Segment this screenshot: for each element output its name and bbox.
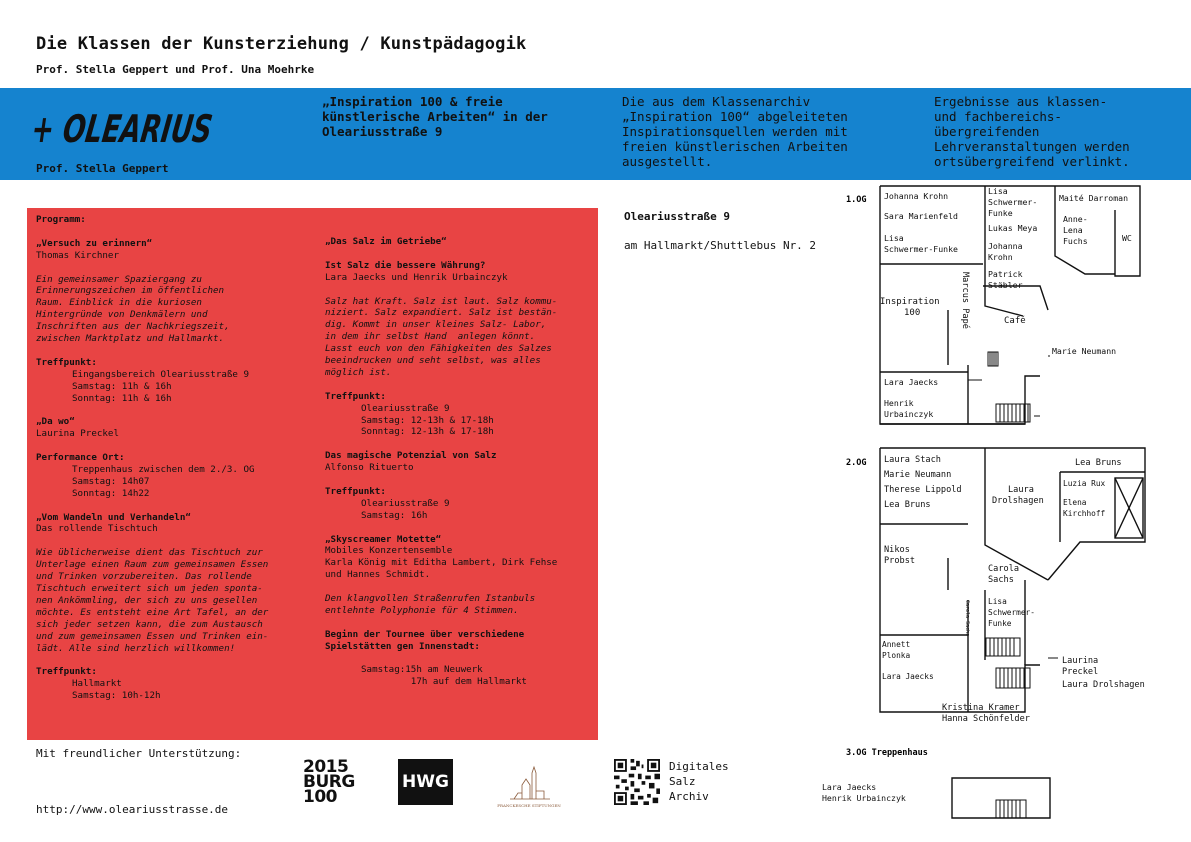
og2-name: Elena — [1063, 498, 1087, 507]
band-description-line: freien künstlerischen Arbeiten — [622, 139, 848, 154]
og2-name: Plonka — [882, 651, 911, 660]
og1-wc: WC — [1122, 233, 1132, 243]
program-spacer — [36, 345, 301, 357]
program-spacer — [36, 440, 301, 452]
program-column-left — [36, 214, 301, 702]
program-spacer — [325, 248, 587, 260]
band-results-line: ortsübergreifend verlinkt. — [934, 154, 1130, 169]
program-spacer — [36, 500, 301, 512]
og1-name: Marie Neumann — [1052, 346, 1117, 356]
program-spacer — [36, 535, 301, 547]
program-spacer — [325, 653, 587, 665]
program-line: Treffpunkt: — [325, 485, 386, 497]
og1-name: Marcus Papé — [960, 272, 970, 329]
band-results-line: Ergebnisse aus klassen- — [934, 94, 1108, 109]
og2-name: Luzia Rux — [1063, 479, 1106, 488]
og2-name: Laurina — [1062, 656, 1099, 666]
program-line: „Da wo“ — [36, 416, 75, 428]
program-line: Alfonso Rituerto — [325, 462, 414, 474]
program-line: Sonntag: 11h & 16h — [72, 392, 172, 404]
og1-room: 100 — [904, 308, 921, 318]
program-line: Treffpunkt: — [36, 356, 97, 368]
og1-name: Stäbler — [988, 280, 1023, 290]
floor-plans — [822, 180, 1190, 803]
program-line: möglich ist. — [325, 366, 392, 378]
og1-name: Schwermer- — [988, 197, 1038, 207]
program-line: Tischtuch erweitert sich um jeden sponta- — [36, 582, 263, 594]
support-label: Mit freundlicher Unterstützung: — [36, 747, 242, 760]
og1-name: Lukas Meya — [988, 223, 1038, 233]
og2-name: Annett — [882, 640, 911, 649]
burg-logo-line: 100 — [303, 787, 337, 807]
program-line: Karla König mit Editha Lambert, Dirk Fehse — [325, 557, 558, 569]
logo-text: + OLEARIUS — [28, 108, 294, 152]
og2-name: Laura Stach — [884, 455, 941, 465]
program-line: Erinnerungszeichen im öffentlichen — [36, 285, 225, 297]
program-line: und zum gemeinsamen Essen und Trinken ein- — [36, 630, 269, 642]
band-description-line: Inspirationsquellen werden mit — [622, 124, 848, 139]
band-description-line: ausgestellt. — [622, 154, 713, 169]
og1-room: Café — [1004, 316, 1026, 326]
program-spacer — [325, 379, 587, 391]
hwg-logo: HWG — [398, 759, 453, 805]
program-line: Samstag:15h am Neuwerk — [361, 664, 483, 676]
og1-name: Patrick — [988, 269, 1023, 279]
og2-name: Nikos — [884, 545, 910, 555]
og1-name: Johanna — [988, 241, 1023, 251]
program-line: Eingangsbereich Oleariusstraße 9 — [72, 368, 250, 380]
program-spacer — [36, 404, 301, 416]
og2-name: Carola — [988, 564, 1020, 574]
band-heading — [322, 94, 592, 139]
olearius-logo — [28, 100, 294, 160]
band-description — [622, 94, 907, 169]
og3-label: 3.OG Treppenhaus — [846, 748, 928, 758]
pointer-lines — [968, 356, 1058, 700]
og2-name: Lea Bruns — [884, 500, 931, 510]
burg-2015-logo — [303, 757, 355, 807]
og2-name: Funke — [988, 619, 1012, 628]
program-line: und Hannes Schmidt. — [325, 569, 431, 581]
og2-name: Therese Lippold — [884, 485, 962, 495]
band-results — [934, 94, 1174, 169]
og2-name: Preckel — [1062, 667, 1099, 677]
program-line: Spielstätten gen Innenstadt: — [325, 640, 480, 652]
og1-name: Fuchs — [1063, 236, 1088, 246]
program-line: 17h auf dem Hallmarkt — [361, 676, 527, 688]
band-heading-line: „Inspiration 100 & freie — [322, 94, 503, 109]
qr-code-icon — [612, 759, 662, 805]
program-line: Das magische Potenzial von Salz — [325, 450, 497, 462]
page-title: Die Klassen der Kunsterziehung / Kunstpädagogik — [36, 34, 527, 54]
program-line: Ein gemeinsamer Spaziergang zu — [36, 273, 202, 285]
og3-outline — [952, 778, 1050, 818]
program-line: und Trinken vorzubereiten. Das rollende — [36, 571, 252, 583]
og2-name: Lara Jaecks — [882, 672, 934, 681]
program-line: in dem ihr selbst Hand anlegen könnt. — [325, 331, 536, 343]
program-spacer — [325, 284, 587, 296]
program-line: Lasst euch von den Fähigkeiten des Salzes — [325, 343, 552, 355]
program-line: Laurina Preckel — [36, 428, 119, 440]
digital-archive-label — [669, 759, 729, 804]
program-spacer — [325, 438, 587, 450]
program-line: Programm: — [36, 214, 86, 225]
program-line: Mobiles Konzertensemble — [325, 545, 453, 557]
program-line: Unterlage einen Raum zum gemeinsamen Essen — [36, 559, 269, 571]
og2-name: Schwermer- — [988, 608, 1035, 617]
page-subtitle: Prof. Stella Geppert und Prof. Una Moehrke — [36, 63, 315, 76]
program-line: Samstag: 12-13h & 17-18h — [361, 414, 494, 426]
og1-name: Urbainczyk — [884, 409, 934, 419]
program-line: Den klangvollen Straßenrufen Istanbuls — [325, 593, 536, 605]
band-results-line: übergreifenden — [934, 124, 1040, 139]
program-spacer — [325, 474, 587, 486]
program-line: Treffpunkt: — [36, 666, 97, 678]
band-professor: Prof. Stella Geppert — [36, 162, 169, 175]
program-line: Samstag: 11h & 16h — [72, 380, 172, 392]
program-line: Inschriften aus der Nachkriegszeit, — [36, 321, 230, 333]
church-caption: FRANCKESCHE STIFTUNGEN — [497, 803, 561, 808]
og1-room: Inspiration — [880, 297, 940, 307]
digital-archive-line: Archiv — [669, 790, 709, 803]
og2-name: Probst — [884, 556, 916, 566]
program-spacer — [36, 226, 301, 238]
og2-name: Sachs — [988, 575, 1014, 585]
og1-name: Sara Marienfeld — [884, 211, 958, 221]
band-heading-line: künstlerische Arbeiten“ in der — [322, 109, 548, 124]
digital-archive-line: Digitales — [669, 760, 729, 773]
og1-name: Lisa — [988, 186, 1008, 196]
program-line: Sonntag: 12-13h & 17-18h — [361, 426, 494, 438]
og2-name: Marie Neumann — [884, 470, 952, 480]
program-line: Beginn der Tournee über verschiedene — [325, 628, 525, 640]
website-url[interactable]: http://www.oleariusstrasse.de — [36, 803, 229, 816]
program-spacer — [36, 262, 301, 274]
program-line: lädt. Alle sind herzlich willkommen! — [36, 642, 236, 654]
program-line: „Versuch zu erinnern“ — [36, 237, 153, 249]
og1-name: Henrik — [884, 398, 914, 408]
program-line: Treffpunkt: — [325, 390, 386, 402]
og2-name: Drolshagen — [992, 496, 1044, 506]
digital-archive-line: Salz — [669, 775, 696, 788]
og2-name: Lea Bruns — [1075, 458, 1122, 468]
og1-name: Anne- — [1063, 214, 1088, 224]
og2-name: Hanna Schönfelder — [942, 714, 1030, 724]
og1-name: Lisa — [884, 233, 904, 243]
program-line: Oleariusstraße 9 — [361, 497, 450, 509]
program-spacer — [325, 617, 587, 629]
program-line: Sonntag: 14h22 — [72, 487, 150, 499]
og1-name: Krohn — [988, 252, 1013, 262]
program-line: Hallmarkt — [72, 678, 122, 690]
og1-name: Lena — [1063, 225, 1083, 235]
band-description-line: „Inspiration 100“ abgeleiteten — [622, 109, 848, 124]
og1-name: Funke — [988, 208, 1013, 218]
program-line: zwischen Marktplatz und Hallmarkt. — [36, 333, 225, 345]
burg-logo-line: 2015 — [303, 757, 349, 777]
band-description-line: Die aus dem Klassenarchiv — [622, 94, 811, 109]
og1-name: Schwermer-Funke — [884, 244, 958, 254]
og2-name: Kirchhoff — [1063, 509, 1106, 518]
band-results-line: Lehrveranstaltungen werden — [934, 139, 1130, 154]
program-line: Oleariusstraße 9 — [361, 402, 450, 414]
og1-name: Johanna Krohn — [884, 191, 949, 201]
stairs — [986, 352, 1030, 818]
program-line: Lara Jaecks und Henrik Urbainczyk — [325, 271, 508, 283]
program-line: sich jeder setzen kann, die zum Austausch — [36, 618, 263, 630]
venue-note: am Hallmarkt/Shuttlebus Nr. 2 — [624, 239, 817, 252]
band-heading-line: Oleariusstraße 9 — [322, 124, 443, 139]
og1-label: 1.OG — [846, 195, 867, 205]
program-line: dig. Kommt in unser kleines Salz- Labor, — [325, 319, 547, 331]
og2-name: Lisa — [988, 597, 1007, 606]
og1-name: Maité Darroman — [1059, 193, 1129, 203]
burg-logo-line: BURG — [303, 772, 355, 792]
og2-label: 2.OG — [846, 458, 867, 468]
og2-wc-cross — [1115, 478, 1143, 538]
program-line: „Vom Wandeln und Verhandeln“ — [36, 511, 191, 523]
program-line: Hintergründe von Denkmälern und — [36, 309, 208, 321]
og2-name: Carola Sachs — [964, 600, 970, 637]
program-line: Thomas Kirchner — [36, 249, 119, 261]
og2-name: Laura — [1008, 485, 1034, 495]
program-line: „Skyscreamer Motette“ — [325, 533, 442, 545]
program-line: möchte. Es entsteht eine Art Tafel, an der — [36, 606, 269, 618]
program-line: Raum. Einblick in die kuriosen — [36, 297, 202, 309]
program-line: Samstag: 14h07 — [72, 475, 150, 487]
program-line: Das rollende Tischtuch — [36, 523, 158, 535]
program-line: Samstag: 10h-12h — [72, 690, 161, 702]
program-line: Salz hat Kraft. Salz ist laut. Salz kommu- — [325, 295, 558, 307]
program-line: niziert. Salz expandiert. Salz ist bestän- — [325, 307, 558, 319]
program-line: nen Ankömmling, der sich zu uns gesellen — [36, 594, 258, 606]
venue-address: Oleariusstraße 9 — [624, 210, 730, 223]
program-spacer — [325, 522, 587, 534]
band-results-line: und fachbereichs- — [934, 109, 1062, 124]
program-line: Wie üblicherweise dient das Tischtuch zur — [36, 547, 263, 559]
og2-name: Laura Drolshagen — [1062, 680, 1145, 690]
program-line: Performance Ort: — [36, 452, 125, 464]
program-column-right — [325, 236, 587, 688]
og2-wall-mid — [985, 448, 1048, 580]
program-line: „Das Salz im Getriebe“ — [325, 236, 447, 247]
program-line: Samstag: 16h — [361, 509, 428, 521]
og2-name: Kristina Kramer — [942, 703, 1020, 713]
church-logo — [492, 765, 567, 810]
program-line: Treppenhaus zwischen dem 2./3. OG — [72, 463, 255, 475]
og3-name: Henrik Urbainczyk — [822, 793, 906, 803]
program-spacer — [325, 581, 587, 593]
program-line: entlehnte Polyphonie für 4 Stimmen. — [325, 604, 519, 616]
program-line: beeindrucken und seht selbst, was alles — [325, 355, 541, 367]
program-spacer — [36, 654, 301, 666]
program-line: Ist Salz die bessere Währung? — [325, 259, 486, 271]
og3-name: Lara Jaecks — [822, 782, 877, 792]
og1-name: Lara Jaecks — [884, 377, 939, 387]
